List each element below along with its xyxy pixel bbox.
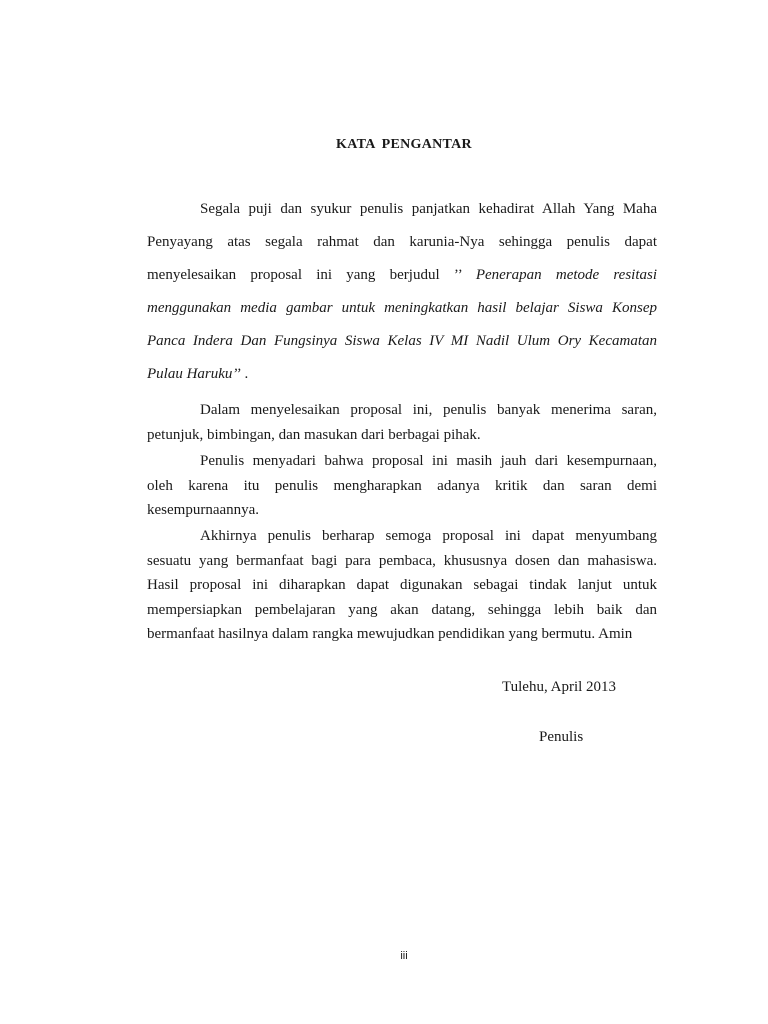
paragraph-line: mempersiapkan pembelajaran yang akan datang, sehingga lebih baik dan <box>147 601 657 618</box>
paragraph-line: oleh karena itu penulis mengharapkan adanya kritik dan saran demi <box>147 477 657 494</box>
proposal-title-text: menggunakan media gambar untuk meningkatkan hasil belajar Siswa Konsep <box>147 300 657 316</box>
line-text: menyelesaikan proposal ini yang berjudul ’’ <box>147 267 462 283</box>
paragraph-line: Segala puji dan syukur penulis panjatkan kehadirat Allah Yang Maha <box>200 201 657 217</box>
page-title: KATA PENGANTAR <box>336 137 472 152</box>
place-date: Tulehu, April 2013 <box>502 679 617 695</box>
proposal-title-text: Panca Indera Dan Fungsinya Siswa Kelas IV MI Nadil Ulum Ory Kecamatan <box>147 333 657 349</box>
paragraph-line: bermanfaat hasilnya dalam rangka mewujudkan pendidikan yang bermutu. Amin <box>147 626 633 642</box>
paragraph-line: petunjuk, bimbingan, dan masukan dari berbagai pihak. <box>147 426 481 443</box>
line-text: . <box>240 366 249 382</box>
paragraph-line: Dalam menyelesaikan proposal ini, penulis banyak menerima saran, <box>200 402 657 418</box>
paragraph-line: Penulis menyadari bahwa proposal ini masih jauh dari kesempurnaan, <box>200 453 657 469</box>
proposal-title-text: Pulau Haruku’’ <box>147 366 241 382</box>
proposal-title-text: Penerapan metode resitasi <box>475 267 658 283</box>
paragraph-line: Penyayang atas segala rahmat dan karunia-Nya sehingga penulis dapat <box>147 234 657 250</box>
paragraph-line <box>147 358 657 391</box>
paragraph-line: sesuatu yang bermanfaat bagi para pembaca, khususnya dosen dan mahasiswa. <box>147 552 657 569</box>
paragraph-imperfection <box>147 449 657 523</box>
paragraph-line <box>147 325 657 358</box>
paragraph-line: Akhirnya penulis berharap semoga proposal ini dapat menyumbang <box>200 528 657 544</box>
paragraph-line: Hasil proposal ini diharapkan dapat digunakan sebagai tindak lanjut untuk <box>147 577 657 593</box>
paragraph-closing <box>147 524 657 647</box>
paragraph-line <box>147 292 657 325</box>
paragraph-line: kesempurnaannya. <box>147 502 260 518</box>
paragraph-opening <box>147 193 657 391</box>
signature-label: Penulis <box>539 729 584 745</box>
paragraph-acknowledgement <box>147 398 657 447</box>
page-number: iii <box>400 950 408 962</box>
paragraph-line <box>147 259 657 292</box>
